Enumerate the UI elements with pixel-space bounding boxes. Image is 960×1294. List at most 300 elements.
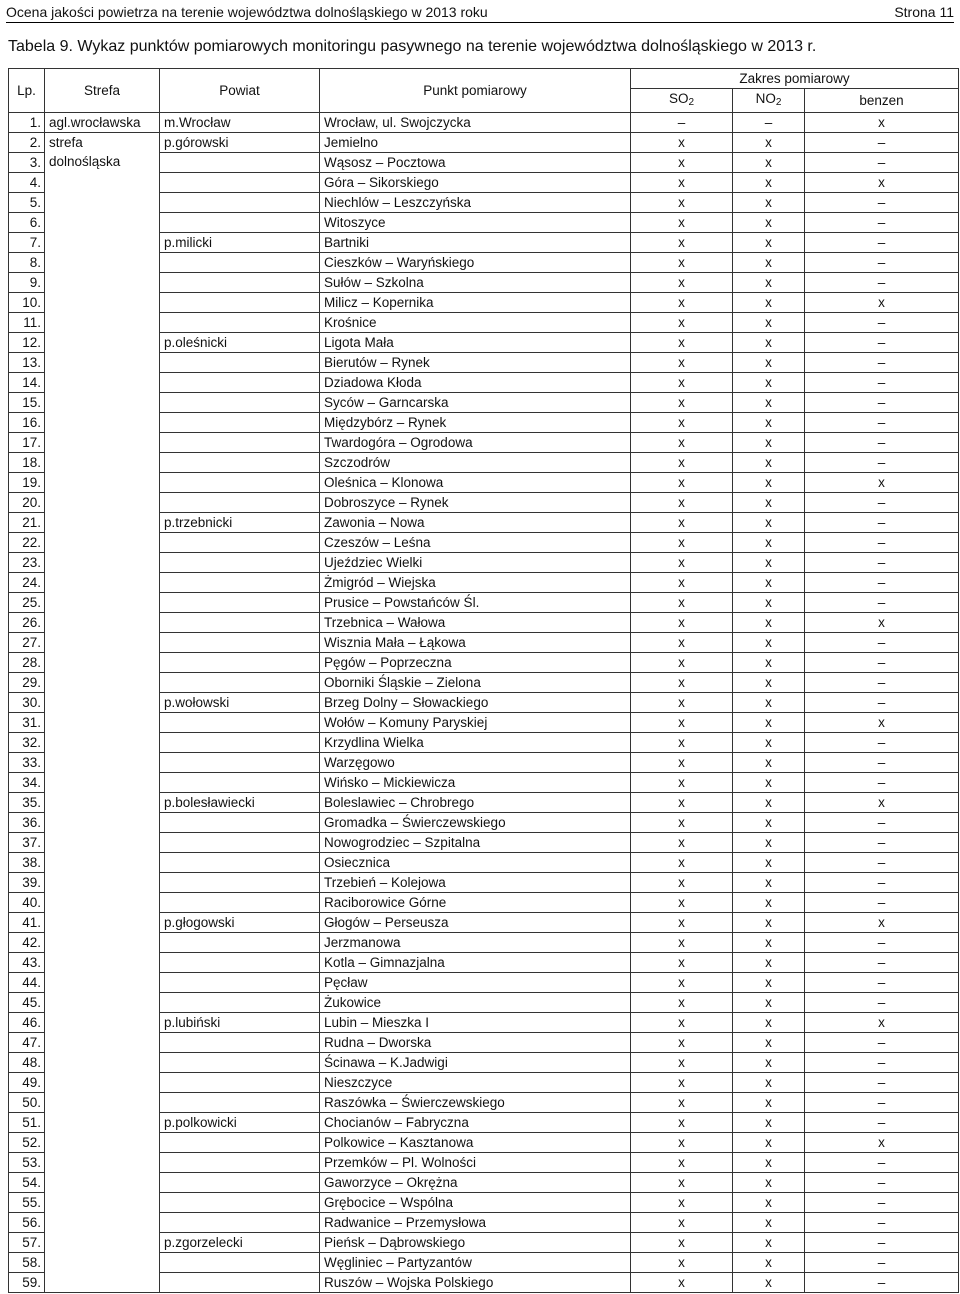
cell-powiat: p.trzebnicki (160, 513, 320, 533)
cell-so2: x (631, 1073, 733, 1093)
cell-no2: x (733, 153, 805, 173)
cell-so2: x (631, 1113, 733, 1133)
header-strefa: Strefa (45, 69, 160, 113)
cell-lp: 57. (9, 1233, 45, 1253)
cell-powiat (160, 193, 320, 213)
cell-benzen: – (805, 373, 959, 393)
cell-lp: 19. (9, 473, 45, 493)
cell-powiat: p.głogowski (160, 913, 320, 933)
cell-punkt: Brzeg Dolny – Słowackiego (320, 693, 631, 713)
cell-no2: x (733, 593, 805, 613)
cell-benzen: x (805, 793, 959, 813)
strefa-line: dolnośląska (49, 154, 121, 169)
cell-lp: 26. (9, 613, 45, 633)
cell-no2: x (733, 1073, 805, 1093)
cell-powiat (160, 733, 320, 753)
cell-benzen: – (805, 633, 959, 653)
cell-no2: x (733, 1113, 805, 1133)
cell-no2: x (733, 573, 805, 593)
cell-so2: x (631, 493, 733, 513)
cell-powiat: p.milicki (160, 233, 320, 253)
cell-benzen: x (805, 1013, 959, 1033)
header-punkt: Punkt pomiarowy (320, 69, 631, 113)
cell-benzen: – (805, 693, 959, 713)
cell-punkt: Ruszów – Wojska Polskiego (320, 1273, 631, 1293)
cell-powiat (160, 273, 320, 293)
cell-no2: x (733, 233, 805, 253)
cell-punkt: Raciborowice Górne (320, 893, 631, 913)
cell-benzen: – (805, 1233, 959, 1253)
cell-benzen: – (805, 213, 959, 233)
cell-lp: 37. (9, 833, 45, 853)
cell-punkt: Gaworzyce – Okrężna (320, 1173, 631, 1193)
cell-powiat (160, 413, 320, 433)
cell-lp: 53. (9, 1153, 45, 1173)
cell-powiat (160, 1133, 320, 1153)
cell-lp: 50. (9, 1093, 45, 1113)
cell-no2: x (733, 253, 805, 273)
cell-benzen: – (805, 1093, 959, 1113)
cell-punkt: Krzydlina Wielka (320, 733, 631, 753)
cell-punkt: Niechlów – Leszczyńska (320, 193, 631, 213)
cell-lp: 6. (9, 213, 45, 233)
cell-so2: x (631, 1273, 733, 1293)
cell-so2: x (631, 333, 733, 353)
cell-no2: x (733, 933, 805, 953)
cell-lp: 35. (9, 793, 45, 813)
cell-lp: 32. (9, 733, 45, 753)
cell-no2: x (733, 1173, 805, 1193)
cell-benzen: – (805, 1053, 959, 1073)
cell-no2: x (733, 173, 805, 193)
cell-benzen: – (805, 233, 959, 253)
cell-so2: x (631, 653, 733, 673)
cell-punkt: Góra – Sikorskiego (320, 173, 631, 193)
cell-powiat (160, 593, 320, 613)
cell-benzen: – (805, 493, 959, 513)
cell-so2: x (631, 553, 733, 573)
cell-benzen: – (805, 573, 959, 593)
cell-no2: – (733, 113, 805, 133)
header-powiat: Powiat (160, 69, 320, 113)
cell-no2: x (733, 473, 805, 493)
cell-lp: 33. (9, 753, 45, 773)
cell-powiat (160, 1093, 320, 1113)
cell-lp: 31. (9, 713, 45, 733)
cell-punkt: Żukowice (320, 993, 631, 1013)
cell-powiat (160, 473, 320, 493)
cell-punkt: Osiecznica (320, 853, 631, 873)
cell-no2: x (733, 653, 805, 673)
cell-lp: 17. (9, 433, 45, 453)
cell-punkt: Węgliniec – Partyzantów (320, 1253, 631, 1273)
cell-so2: x (631, 1233, 733, 1253)
cell-lp: 28. (9, 653, 45, 673)
cell-punkt: Ujeździec Wielki (320, 553, 631, 573)
cell-punkt: Pęcław (320, 973, 631, 993)
cell-lp: 11. (9, 313, 45, 333)
cell-benzen: – (805, 273, 959, 293)
cell-so2: x (631, 1193, 733, 1213)
cell-punkt: Wińsko – Mickiewicza (320, 773, 631, 793)
cell-lp: 23. (9, 553, 45, 573)
cell-punkt: Lubin – Mieszka I (320, 1013, 631, 1033)
cell-punkt: Prusice – Powstańców Śl. (320, 593, 631, 613)
cell-powiat (160, 373, 320, 393)
cell-powiat: p.oleśnicki (160, 333, 320, 353)
cell-so2: x (631, 1253, 733, 1273)
cell-lp: 10. (9, 293, 45, 313)
cell-punkt: Głogów – Perseusza (320, 913, 631, 933)
cell-powiat (160, 973, 320, 993)
cell-no2: x (733, 1033, 805, 1053)
cell-so2: x (631, 273, 733, 293)
cell-lp: 52. (9, 1133, 45, 1153)
cell-lp: 9. (9, 273, 45, 293)
cell-benzen: – (805, 433, 959, 453)
header-zakres: Zakres pomiarowy (631, 69, 959, 89)
cell-so2: x (631, 433, 733, 453)
cell-benzen: – (805, 1153, 959, 1173)
cell-no2: x (733, 393, 805, 413)
cell-powiat (160, 1053, 320, 1073)
cell-no2: x (733, 1273, 805, 1293)
cell-so2: x (631, 453, 733, 473)
cell-lp: 43. (9, 953, 45, 973)
cell-no2: x (733, 953, 805, 973)
cell-no2: x (733, 993, 805, 1013)
cell-powiat: p.lubiński (160, 1013, 320, 1033)
cell-so2: x (631, 1213, 733, 1233)
cell-so2: x (631, 673, 733, 693)
cell-punkt: Czeszów – Leśna (320, 533, 631, 553)
cell-no2: x (733, 613, 805, 633)
cell-powiat (160, 633, 320, 653)
cell-benzen: – (805, 813, 959, 833)
cell-powiat (160, 433, 320, 453)
page-header (6, 0, 954, 23)
cell-so2: x (631, 1033, 733, 1053)
cell-powiat (160, 1073, 320, 1093)
cell-so2: x (631, 233, 733, 253)
cell-lp: 39. (9, 873, 45, 893)
cell-so2: x (631, 853, 733, 873)
cell-strefa-agl: agl.wrocławska (45, 113, 160, 133)
cell-benzen: – (805, 753, 959, 773)
cell-benzen: – (805, 1113, 959, 1133)
cell-no2: x (733, 773, 805, 793)
cell-powiat: p.wołowski (160, 693, 320, 713)
cell-so2: x (631, 313, 733, 333)
cell-punkt: Chocianów – Fabryczna (320, 1113, 631, 1133)
cell-no2: x (733, 133, 805, 153)
header-lp: Lp. (9, 69, 45, 113)
cell-no2: x (733, 1233, 805, 1253)
cell-punkt: Jerzmanowa (320, 933, 631, 953)
cell-no2: x (733, 873, 805, 893)
cell-powiat (160, 493, 320, 513)
cell-benzen: – (805, 1073, 959, 1093)
cell-so2: x (631, 893, 733, 913)
cell-benzen: – (805, 773, 959, 793)
cell-punkt: Dobroszyce – Rynek (320, 493, 631, 513)
cell-lp: 47. (9, 1033, 45, 1053)
cell-powiat (160, 933, 320, 953)
cell-powiat (160, 713, 320, 733)
cell-so2: x (631, 1133, 733, 1153)
cell-benzen: x (805, 173, 959, 193)
cell-powiat (160, 1193, 320, 1213)
cell-benzen: – (805, 313, 959, 333)
cell-benzen: – (805, 833, 959, 853)
cell-benzen: – (805, 533, 959, 553)
cell-punkt: Oborniki Śląskie – Zielona (320, 673, 631, 693)
cell-no2: x (733, 833, 805, 853)
cell-punkt: Zawonia – Nowa (320, 513, 631, 533)
cell-so2: x (631, 373, 733, 393)
cell-benzen: – (805, 653, 959, 673)
header-so2: $SO_2$ (631, 89, 733, 113)
cell-powiat (160, 853, 320, 873)
cell-powiat (160, 353, 320, 373)
cell-benzen: – (805, 513, 959, 533)
cell-punkt: Bierutów – Rynek (320, 353, 631, 373)
cell-lp: 40. (9, 893, 45, 913)
cell-punkt: Grębocice – Wspólna (320, 1193, 631, 1213)
cell-powiat (160, 953, 320, 973)
cell-so2: x (631, 1153, 733, 1173)
cell-benzen: – (805, 1213, 959, 1233)
cell-so2: x (631, 793, 733, 813)
table-body (9, 113, 959, 1293)
cell-punkt: Milicz – Kopernika (320, 293, 631, 313)
cell-benzen: – (805, 873, 959, 893)
cell-lp: 30. (9, 693, 45, 713)
cell-powiat (160, 393, 320, 413)
cell-punkt: Twardogóra – Ogrodowa (320, 433, 631, 453)
cell-no2: x (733, 273, 805, 293)
cell-so2: x (631, 413, 733, 433)
cell-benzen: – (805, 593, 959, 613)
cell-benzen: x (805, 473, 959, 493)
cell-punkt: Przemków – Pl. Wolności (320, 1153, 631, 1173)
cell-so2: x (631, 933, 733, 953)
cell-lp: 34. (9, 773, 45, 793)
cell-no2: x (733, 553, 805, 573)
cell-no2: x (733, 193, 805, 213)
cell-no2: x (733, 1153, 805, 1173)
cell-powiat (160, 1173, 320, 1193)
cell-powiat: m.Wrocław (160, 113, 320, 133)
cell-benzen: – (805, 1253, 959, 1273)
cell-powiat (160, 653, 320, 673)
cell-so2: x (631, 773, 733, 793)
cell-powiat (160, 673, 320, 693)
cell-lp: 38. (9, 853, 45, 873)
cell-lp: 16. (9, 413, 45, 433)
monitoring-points-table (8, 68, 959, 1293)
cell-benzen: – (805, 933, 959, 953)
cell-punkt: Wisznia Mała – Łąkowa (320, 633, 631, 653)
cell-lp: 55. (9, 1193, 45, 1213)
cell-powiat (160, 1273, 320, 1293)
cell-so2: x (631, 733, 733, 753)
document-title: Ocena jakości powietrza na terenie województwa dolnośląskiego w 2013 roku (6, 4, 488, 20)
cell-punkt: Żmigród – Wiejska (320, 573, 631, 593)
cell-powiat (160, 313, 320, 333)
cell-lp: 46. (9, 1013, 45, 1033)
cell-lp: 41. (9, 913, 45, 933)
cell-so2: x (631, 613, 733, 633)
cell-lp: 22. (9, 533, 45, 553)
cell-lp: 36. (9, 813, 45, 833)
cell-powiat (160, 453, 320, 473)
cell-powiat (160, 173, 320, 193)
cell-benzen: – (805, 353, 959, 373)
cell-no2: x (733, 813, 805, 833)
header-benzen: benzen (805, 89, 959, 113)
cell-no2: x (733, 533, 805, 553)
cell-no2: x (733, 373, 805, 393)
cell-benzen: – (805, 393, 959, 413)
cell-no2: x (733, 633, 805, 653)
cell-punkt: Pieńsk – Dąbrowskiego (320, 1233, 631, 1253)
cell-lp: 54. (9, 1173, 45, 1193)
cell-no2: x (733, 1193, 805, 1213)
cell-benzen: – (805, 673, 959, 693)
cell-so2: x (631, 353, 733, 373)
table-row (9, 133, 959, 153)
cell-so2: x (631, 133, 733, 153)
cell-punkt: Ścinawa – K.Jadwigi (320, 1053, 631, 1073)
cell-punkt: Nowogrodziec – Szpitalna (320, 833, 631, 853)
cell-punkt: Międzybórz – Rynek (320, 413, 631, 433)
cell-lp: 44. (9, 973, 45, 993)
cell-benzen: – (805, 733, 959, 753)
cell-powiat (160, 1213, 320, 1233)
cell-lp: 25. (9, 593, 45, 613)
cell-benzen: x (805, 713, 959, 733)
cell-powiat (160, 833, 320, 853)
cell-punkt: Trzebień – Kolejowa (320, 873, 631, 893)
cell-lp: 21. (9, 513, 45, 533)
cell-punkt: Szczodrów (320, 453, 631, 473)
cell-so2: x (631, 1053, 733, 1073)
cell-benzen: – (805, 553, 959, 573)
cell-lp: 42. (9, 933, 45, 953)
cell-punkt: Ligota Mała (320, 333, 631, 353)
cell-powiat (160, 753, 320, 773)
table-row (9, 113, 959, 133)
header-no2: $NO_2$ (733, 89, 805, 113)
cell-lp: 49. (9, 1073, 45, 1093)
cell-so2: x (631, 633, 733, 653)
cell-powiat (160, 993, 320, 1013)
cell-no2: x (733, 353, 805, 373)
cell-lp: 51. (9, 1113, 45, 1133)
cell-no2: x (733, 893, 805, 913)
cell-punkt: Nieszczyce (320, 1073, 631, 1093)
cell-punkt: Trzebnica – Wałowa (320, 613, 631, 633)
cell-benzen: – (805, 253, 959, 273)
cell-so2: x (631, 513, 733, 533)
cell-benzen: x (805, 613, 959, 633)
cell-so2: x (631, 753, 733, 773)
cell-lp: 7. (9, 233, 45, 253)
cell-punkt: Cieszków – Waryńskiego (320, 253, 631, 273)
cell-strefa-dolnoslaska (45, 133, 160, 1293)
cell-lp: 1. (9, 113, 45, 133)
cell-lp: 58. (9, 1253, 45, 1273)
cell-powiat (160, 293, 320, 313)
cell-no2: x (733, 453, 805, 473)
table-header (9, 69, 959, 113)
cell-powiat: p.polkowicki (160, 1113, 320, 1133)
cell-punkt: Polkowice – Kasztanowa (320, 1133, 631, 1153)
cell-powiat (160, 253, 320, 273)
cell-punkt: Raszówka – Świerczewskiego (320, 1093, 631, 1113)
cell-so2: x (631, 473, 733, 493)
cell-punkt: Syców – Garncarska (320, 393, 631, 413)
cell-so2: x (631, 293, 733, 313)
cell-so2: x (631, 1173, 733, 1193)
cell-so2: x (631, 153, 733, 173)
cell-powiat (160, 613, 320, 633)
cell-so2: x (631, 973, 733, 993)
cell-benzen: – (805, 413, 959, 433)
cell-powiat (160, 533, 320, 553)
cell-powiat (160, 573, 320, 593)
cell-lp: 4. (9, 173, 45, 193)
cell-so2: x (631, 993, 733, 1013)
cell-punkt: Bartniki (320, 233, 631, 253)
cell-so2: x (631, 573, 733, 593)
cell-no2: x (733, 513, 805, 533)
cell-powiat: p.górowski (160, 133, 320, 153)
cell-punkt: Gromadka – Świerczewskiego (320, 813, 631, 833)
table-caption: Tabela 9. Wykaz punktów pomiarowych monitoringu pasywnego na terenie województwa dolnośląskiego w 2013 r. (8, 38, 817, 55)
cell-benzen: x (805, 293, 959, 313)
cell-so2: – (631, 113, 733, 133)
cell-powiat (160, 813, 320, 833)
cell-no2: x (733, 293, 805, 313)
cell-powiat (160, 1253, 320, 1273)
cell-no2: x (733, 913, 805, 933)
cell-no2: x (733, 973, 805, 993)
cell-benzen: – (805, 1193, 959, 1213)
cell-so2: x (631, 693, 733, 713)
cell-benzen: – (805, 973, 959, 993)
cell-benzen: – (805, 453, 959, 473)
cell-no2: x (733, 1213, 805, 1233)
cell-punkt: Sułów – Szkolna (320, 273, 631, 293)
cell-no2: x (733, 333, 805, 353)
cell-lp: 27. (9, 633, 45, 653)
cell-benzen: – (805, 953, 959, 973)
cell-no2: x (733, 1053, 805, 1073)
cell-no2: x (733, 753, 805, 773)
cell-so2: x (631, 913, 733, 933)
cell-so2: x (631, 173, 733, 193)
cell-no2: x (733, 713, 805, 733)
cell-lp: 56. (9, 1213, 45, 1233)
cell-powiat: p.zgorzelecki (160, 1233, 320, 1253)
cell-no2: x (733, 493, 805, 513)
cell-lp: 20. (9, 493, 45, 513)
cell-so2: x (631, 833, 733, 853)
cell-punkt: Rudna – Dworska (320, 1033, 631, 1053)
cell-lp: 8. (9, 253, 45, 273)
